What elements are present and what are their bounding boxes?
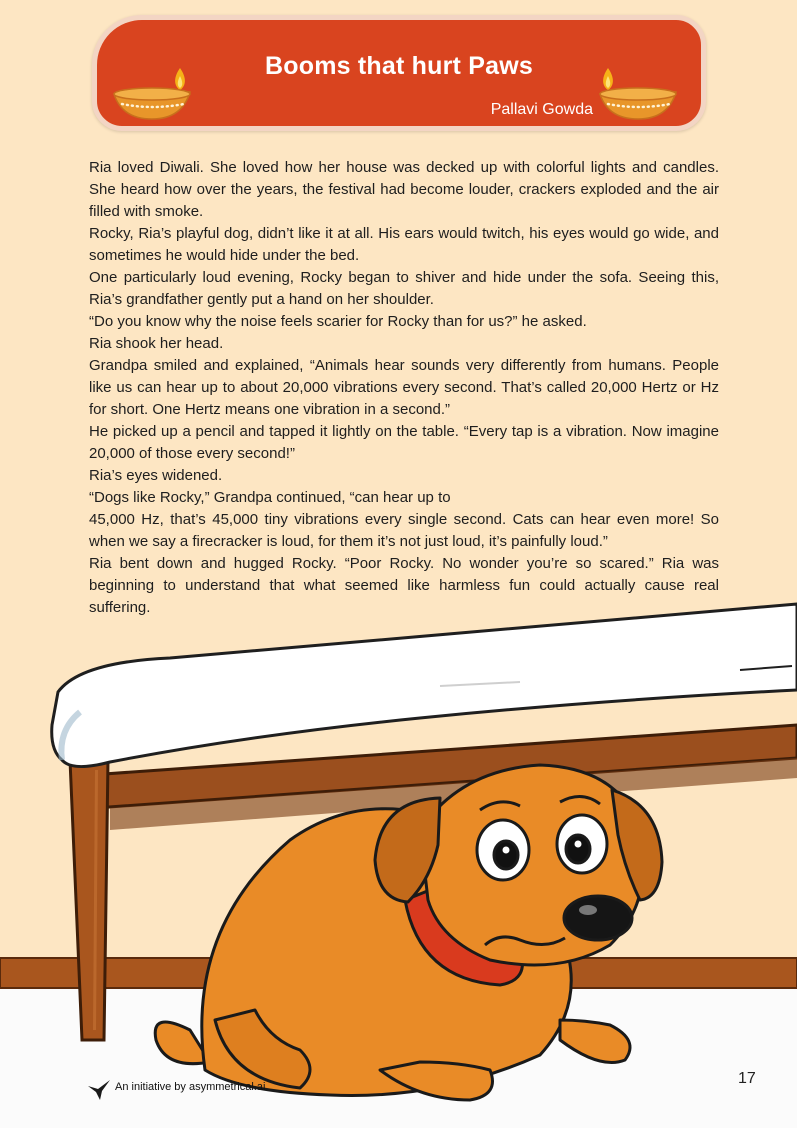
story-paragraph: Ria shook her head. <box>89 335 224 352</box>
story-paragraph: “Dogs like Rocky,” Grandpa continued, “can hear up to <box>89 489 451 506</box>
story-paragraph: Ria loved Diwali. She loved how her house was decked up with colorful lights and candles. She heard how over the years, the festival had become louder, crackers exploded and the air filled with smoke. <box>89 159 719 220</box>
story-paragraph: Ria bent down and hugged Rocky. “Poor Rocky. No wonder you’re so scared.” Ria was beginning to understand that what seemed like harmless fun could actually cause real suffering. <box>89 555 719 616</box>
author-name: Pallavi Gowda <box>490 101 593 118</box>
story-paragraph: Rocky, Ria’s playful dog, didn’t like it at all. His ears would twitch, his eyes would go wide, and sometimes he would hide under the bed. <box>89 225 719 264</box>
story-paragraph: He picked up a pencil and tapped it lightly on the table. “Every tap is a vibration. Now imagine 20,000 of those every second!” <box>89 423 719 462</box>
story-paragraph: Ria’s eyes widened. <box>89 467 223 484</box>
page-title: Booms that hurt Paws <box>265 52 533 80</box>
footer-initiative: An initiative by asymmetrical.ai <box>115 1081 266 1093</box>
diya-lamp-icon <box>596 64 678 122</box>
dog-under-table-illustration <box>0 600 797 1128</box>
page-number: 17 <box>738 1070 756 1087</box>
bird-logo-icon <box>86 1076 112 1102</box>
story-paragraph: 45,000 Hz, that’s 45,000 tiny vibrations every single second. Cats can hear even more! So when we say a firecracker is loud, for them it’s not just loud, it’s painfully loud.” <box>89 511 719 550</box>
story-paragraph: “Do you know why the noise feels scarier for Rocky than for us?” he asked. <box>89 313 587 330</box>
story-paragraph: Grandpa smiled and explained, “Animals hear sounds very differently from humans. People like us can hear up to about 20,000 vibrations every second. That’s called 20,000 Hertz or Hz for short. One Hertz means one vibration in a second.” <box>89 357 719 418</box>
story-body <box>89 157 719 619</box>
diya-lamp-icon <box>112 64 194 122</box>
story-paragraph: One particularly loud evening, Rocky began to shiver and hide under the sofa. Seeing this, Ria’s grandfather gently put a hand on her shoulder. <box>89 269 719 308</box>
